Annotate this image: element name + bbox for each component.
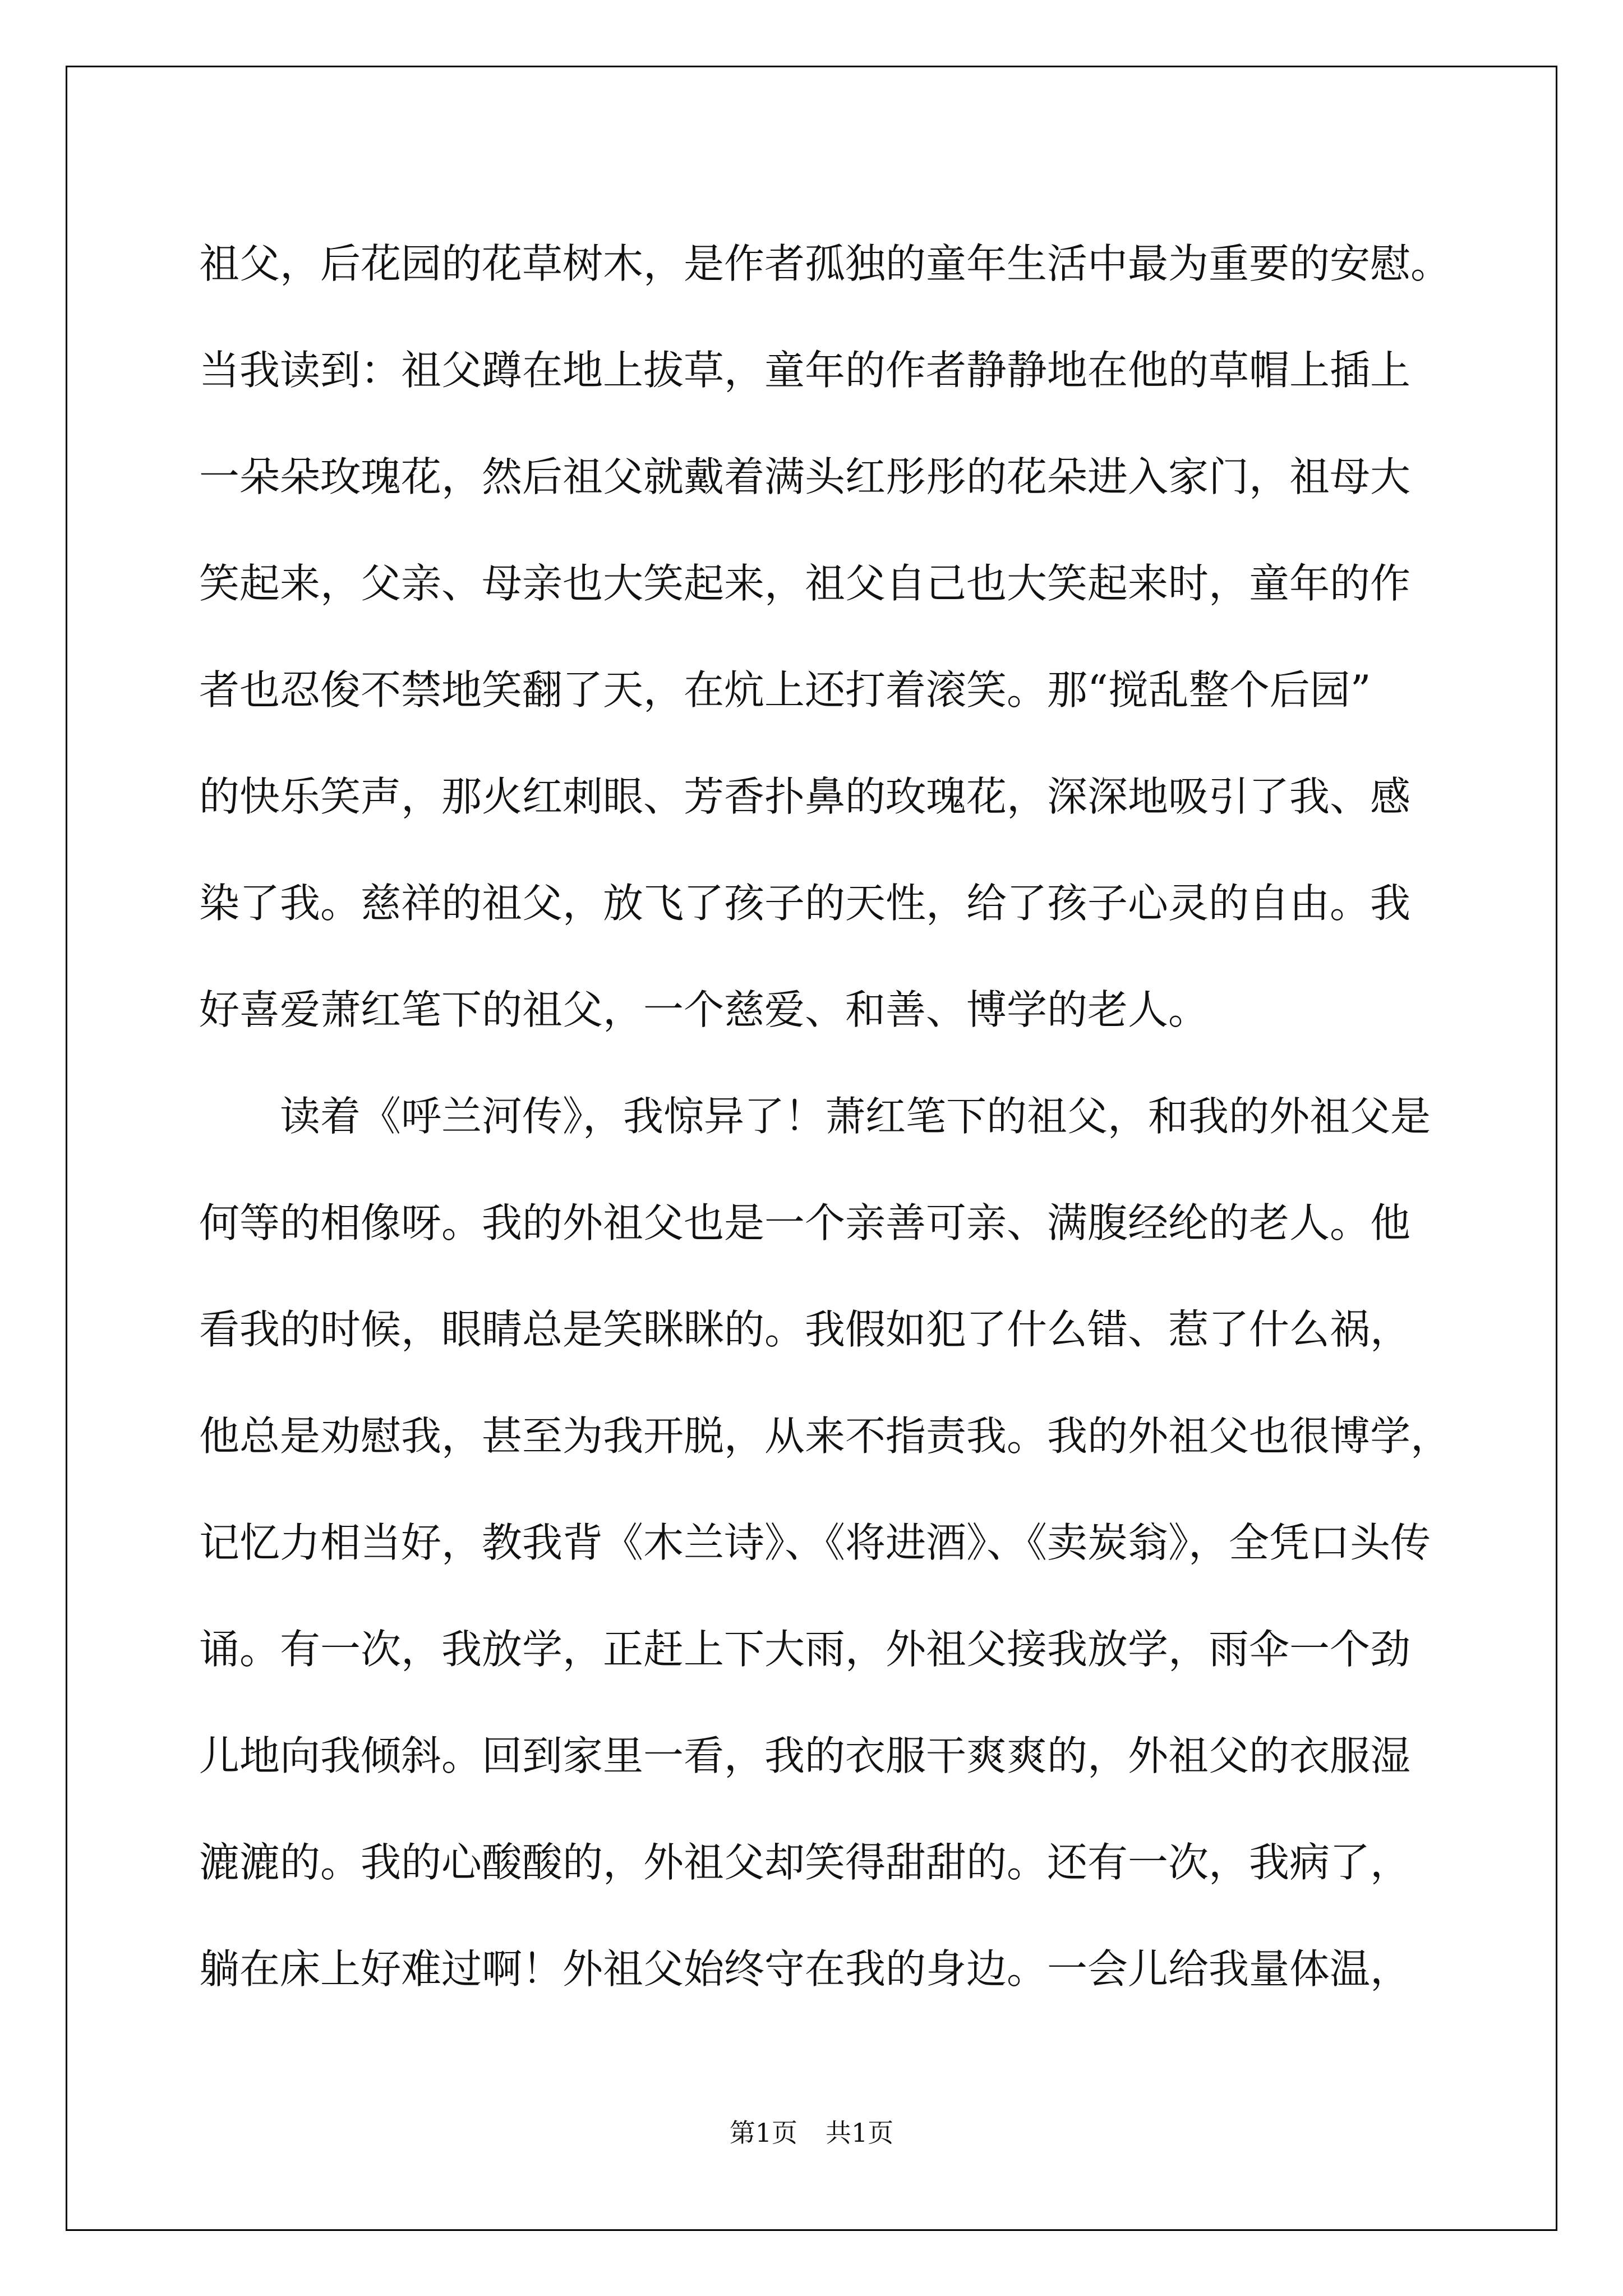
text-line: 者也忍俊不禁地笑翻了天，在炕上还打着滚笑。那“搅乱整个后园” [199, 666, 1371, 714]
text-line: 祖父，后花园的花草树木，是作者孤独的童年生活中最为重要的安慰。 [199, 240, 1451, 287]
text-line: 漉漉的。我的心酸酸的，外祖父却笑得甜甜的。还有一次，我病了， [199, 1839, 1411, 1886]
text-line: 笑起来，父亲、母亲也大笑起来，祖父自己也大笑起来时，童年的作 [199, 560, 1411, 607]
text-line: 何等的相像呀。我的外祖父也是一个亲善可亲、满腹经纶的老人。他 [199, 1199, 1411, 1246]
text-line: 看我的时候，眼睛总是笑眯眯的。我假如犯了什么错、惹了什么祸， [199, 1306, 1411, 1353]
text-line: 读着《呼兰河传》，我惊异了！萧红笔下的祖父，和我的外祖父是 [199, 1093, 1431, 1140]
page-number-total: 共1页 [826, 2118, 894, 2148]
text-line: 他总是劝慰我，甚至为我开脱，从来不指责我。我的外祖父也很博学， [199, 1412, 1451, 1460]
text-line: 好喜爱萧红笔下的祖父，一个慈爱、和善、博学的老人。 [199, 986, 1209, 1033]
text-line: 当我读到：祖父蹲在地上拔草，童年的作者静静地在他的草帽上插上 [199, 347, 1411, 394]
page-number-current: 第1页 [729, 2118, 797, 2148]
text-line: 诵。有一次，我放学，正赶上下大雨，外祖父接我放学，雨伞一个劲 [199, 1626, 1411, 1673]
text-line: 儿地向我倾斜。回到家里一看，我的衣服干爽爽的，外祖父的衣服湿 [199, 1732, 1411, 1779]
document-body [199, 210, 1461, 2022]
page-footer [0, 2113, 1623, 2150]
text-line: 躺在床上好难过啊！外祖父始终守在我的身边。一会儿给我量体温， [199, 1945, 1411, 1993]
text-line: 一朵朵玫瑰花，然后祖父就戴着满头红彤彤的花朵进入家门，祖母大 [199, 453, 1411, 500]
text-line: 记忆力相当好，教我背《木兰诗》、《将进酒》、《卖炭翁》，全凭口头传 [199, 1519, 1431, 1566]
text-line: 染了我。慈祥的祖父，放飞了孩子的天性，给了孩子心灵的自由。我 [199, 880, 1411, 927]
text-line: 的快乐笑声，那火红刺眼、芳香扑鼻的玫瑰花，深深地吸引了我、感 [199, 773, 1411, 820]
